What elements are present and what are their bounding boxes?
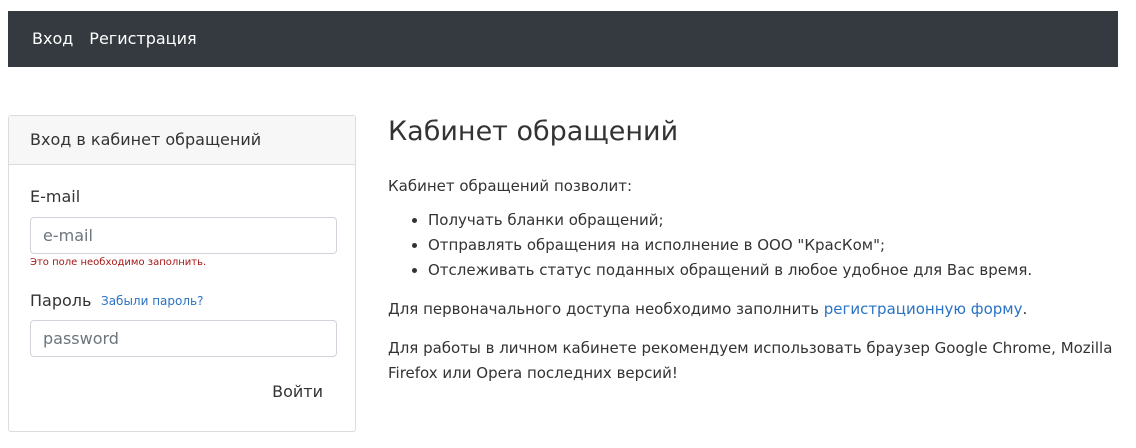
login-card-header: Вход в кабинет обращений <box>9 116 355 165</box>
features-list <box>388 208 1118 283</box>
list-item: • Отслеживать статус поданных обращений в любое удобное для Вас время. <box>428 258 1118 283</box>
login-card <box>8 115 356 432</box>
password-input[interactable] <box>30 320 337 357</box>
browser-note: Для работы в личном кабинете рекомендуем использовать браузер Google Chrome, Mozilla Firefox или Opera последних версий! <box>388 339 1113 382</box>
email-input[interactable] <box>30 217 337 254</box>
access-text: Для первоначального доступа необходимо заполнить <box>388 300 824 318</box>
intro-text: Кабинет обращений позволит: <box>388 177 633 195</box>
list-item: • Получать бланки обращений; <box>428 208 1118 233</box>
registration-form-link[interactable]: регистрационную форму <box>823 300 1023 318</box>
nav-login-link[interactable]: Вход <box>32 29 74 48</box>
forgot-password-link[interactable]: Забыли пароль? <box>101 294 204 308</box>
login-button[interactable]: Войти <box>272 382 323 401</box>
page-title: Кабинет обращений <box>388 116 679 147</box>
top-navbar <box>8 11 1118 67</box>
access-end: . <box>1022 300 1028 318</box>
nav-register-link[interactable]: Регистрация <box>89 29 197 48</box>
main-content <box>388 112 1118 386</box>
list-item: • Отправлять обращения на исполнение в ООО "КрасКом"; <box>428 233 1118 258</box>
email-error-message: Это поле необходимо заполнить. <box>30 257 207 268</box>
email-label: E-mail <box>30 187 81 206</box>
access-paragraph <box>388 297 1118 322</box>
password-label: Пароль <box>30 291 92 310</box>
